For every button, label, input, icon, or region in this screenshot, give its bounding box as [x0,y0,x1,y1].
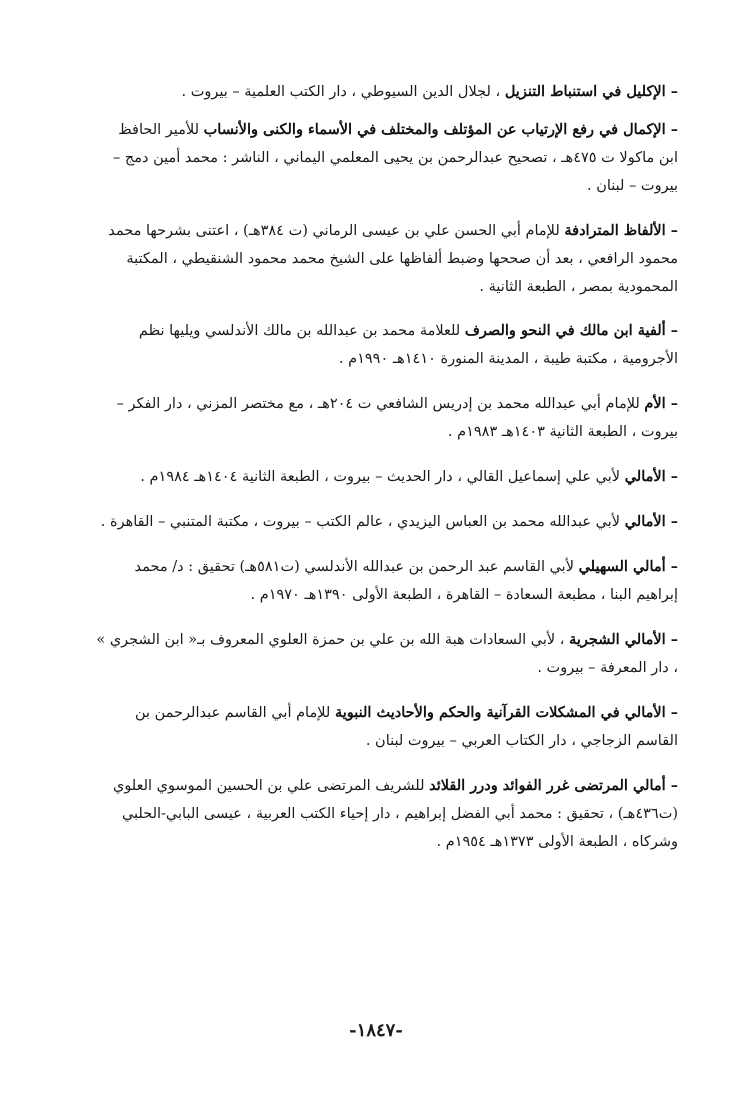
bibliography-entry [96,78,678,106]
bibliography-entry [96,217,678,301]
entry-dash: – [665,777,678,794]
entry-dash: – [665,704,678,721]
entry-title: الأم [644,395,666,412]
entry-title: الأمالي في المشكلات القرآنية والحكم والأحاديث النبوية [334,704,666,721]
entry-details: لأبي عبدالله محمد بن العباس اليزيدي ، عالم الكتب – بيروت ، مكتبة المتنبي – القاهرة . [100,514,625,530]
entry-title: الأمالي [624,468,666,485]
entry-dash: – [665,322,678,339]
bibliography-entry [96,553,678,609]
entry-details: ، لأبي السعادات هبة الله بن علي بن حمزة العلوي المعروف بـ« ابن الشجري » ، دار المعرفة – بيروت . [96,632,678,676]
entry-dash: – [665,222,678,239]
entry-details: للإمام أبي الحسن علي بن عيسى الرماني (ت ٣٨٤هـ) ، اعتنى بشرحها محمد محمود الرافعي ، بعد أن صححها وضبط ألفاظها على الشيخ محمد محمود الشنقيطي ، المكتبة المحمودية بمصر ، الطبعة الثانية . [108,223,678,295]
entry-title: الأمالي [624,513,666,530]
entry-dash: – [665,395,678,412]
entry-dash: – [665,121,678,138]
page-number: -١٨٤٧- [349,1020,403,1041]
entry-dash: – [665,631,678,648]
entry-title: أمالي السهيلي [578,558,666,575]
entry-details: للشريف المرتضى علي بن الحسين الموسوي العلوي (ت٤٣٦هـ) ، تحقيق : محمد أبي الفضل إبراهيم ، دار إحياء الكتب العربية ، عيسى البابي-الحلبي وشركاه ، الطبعة الأولى ١٣٧٣هـ ١٩٥٤م . [112,778,678,850]
entry-details: للعلامة محمد بن عبدالله بن مالك الأندلسي ويليها نظم الأجرومية ، مكتبة طيبة ، المدينة المنورة ١٤١٠هـ ١٩٩٠م . [138,323,678,367]
entry-dash: – [665,558,678,575]
entry-details: للإمام أبي القاسم عبدالرحمن بن القاسم الزجاجي ، دار الكتاب العربي – بيروت لبنان . [134,705,678,749]
bibliography-entry [96,390,678,446]
bibliography-entry [96,699,678,755]
entry-title: الألفاظ المترادفة [564,222,666,239]
bibliography-list [96,78,678,856]
entry-dash: – [665,83,678,100]
entry-dash: – [665,468,678,485]
entry-title: أمالي المرتضى غرر الفوائد ودرر القلائد [429,777,666,794]
bibliography-entry [96,626,678,682]
entry-title: الإكليل في استنباط التنزيل [504,83,666,100]
entry-dash: – [665,513,678,530]
bibliography-entry [96,463,678,491]
entry-details: للإمام أبي عبدالله محمد بن إدريس الشافعي ت ٢٠٤هـ ، مع مختصر المزني ، دار الفكر – بيروت ، الطبعة الثانية ١٤٠٣هـ ١٩٨٣م . [116,396,678,440]
entry-details: لأبي القاسم عبد الرحمن بن عبدالله الأندلسي (ت٥٨١هـ) تحقيق : د/ محمد إبراهيم البنا ، مطبعة السعادة – القاهرة ، الطبعة الأولى ١٣٩٠هـ ١٩٧٠م . [134,559,678,603]
bibliography-entry [96,317,678,373]
entry-details: للأمير الحافظ ابن ماكولا ت ٤٧٥هـ ، تصحيح عبدالرحمن بن يحيى المعلمي اليماني ، الناشر : محمد أمين دمج – بيروت – لبنان . [113,122,678,194]
bibliography-entry [96,116,678,200]
entry-title: الأمالي الشجرية [569,631,666,648]
entry-title: الإكمال في رفع الإرتياب عن المؤتلف والمختلف في الأسماء والكنى والأنساب [203,121,666,138]
entry-title: ألفية ابن مالك في النحو والصرف [464,322,666,339]
entry-details: ، لجلال الدين السيوطي ، دار الكتب العلمية – بيروت . [181,84,505,100]
bibliography-entry [96,772,678,856]
entry-details: لأبي علي إسماعيل القالي ، دار الحديث – بيروت ، الطبعة الثانية ١٤٠٤هـ ١٩٨٤م . [140,469,625,485]
bibliography-entry [96,508,678,536]
